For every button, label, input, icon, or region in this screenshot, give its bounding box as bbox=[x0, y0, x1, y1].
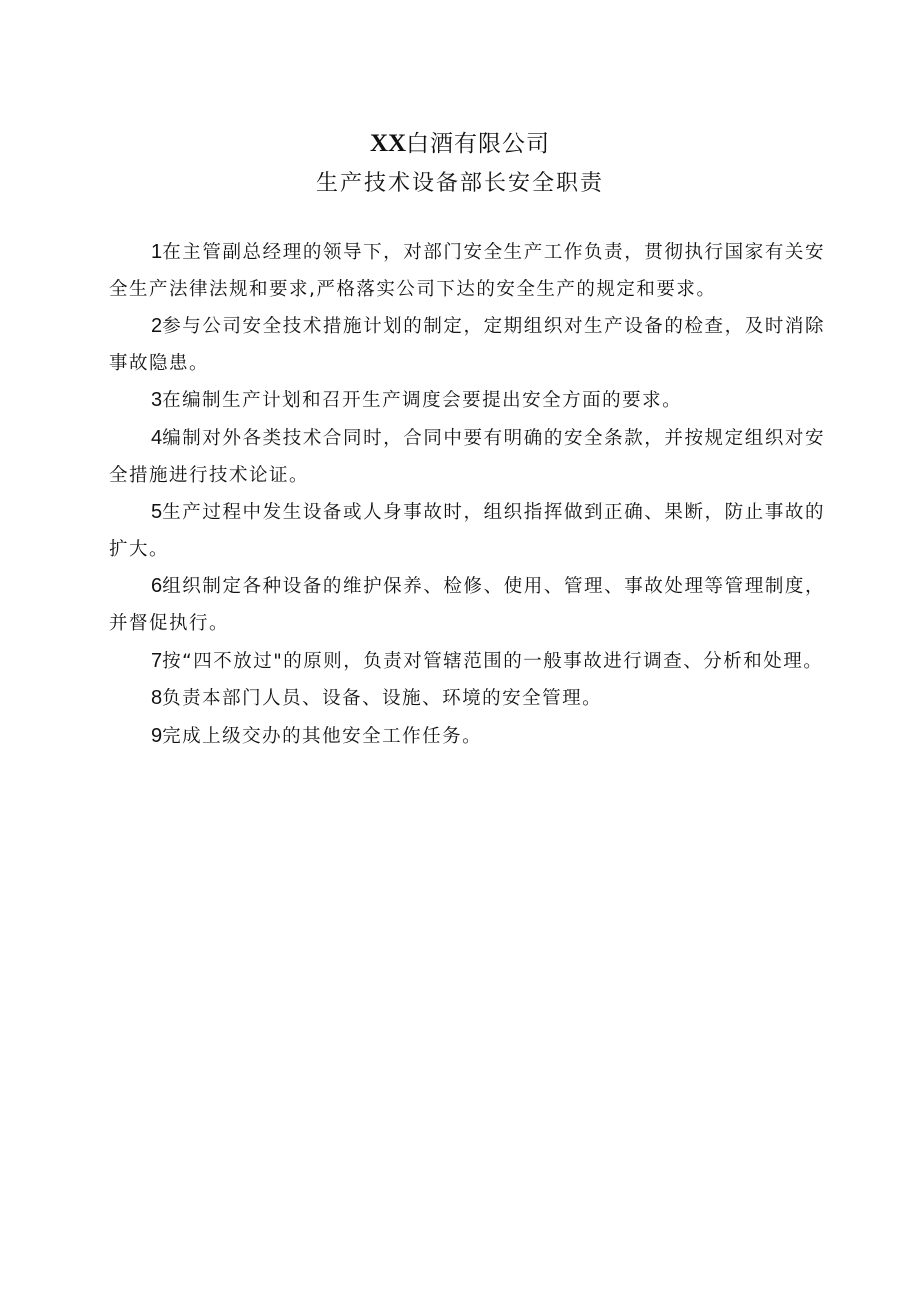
duty-item-7 bbox=[109, 643, 825, 681]
duty-text: 在主管副总经理的领导下，对部门安全生产工作负责，贯彻执行国家有关安全生产法律法规和要求,严格落实公司下达的安全生产的规定和要求。 bbox=[109, 242, 825, 300]
duty-number: 6 bbox=[151, 575, 163, 598]
duty-item-2 bbox=[109, 308, 825, 382]
duty-item-6 bbox=[109, 568, 825, 642]
duty-number: 5 bbox=[151, 501, 163, 524]
duty-item-9 bbox=[109, 718, 825, 756]
duty-item-8 bbox=[109, 680, 825, 718]
company-title bbox=[0, 127, 920, 161]
document-title: 生产技术设备部长安全职责 bbox=[315, 171, 604, 196]
duty-number: 4 bbox=[151, 426, 163, 449]
duty-number: 7 bbox=[151, 649, 163, 672]
duty-number: 9 bbox=[151, 724, 163, 747]
duty-number: 2 bbox=[151, 315, 163, 338]
company-prefix: XX bbox=[369, 130, 407, 157]
company-name: 白酒有限公司 bbox=[406, 131, 551, 157]
duty-text: 按“四不放过"的原则，负责对管辖范围的一般事故进行调查、分析和处理。 bbox=[162, 650, 824, 672]
duty-text: 参与公司安全技术措施计划的制定，定期组织对生产设备的检查，及时消除事故隐患。 bbox=[109, 316, 825, 374]
duty-item-5 bbox=[109, 494, 825, 568]
duty-item-1 bbox=[109, 234, 825, 308]
duty-list bbox=[109, 234, 825, 755]
duty-number: 1 bbox=[151, 241, 163, 263]
duty-text: 在编制生产计划和召开生产调度会要提出安全方面的要求。 bbox=[162, 390, 683, 412]
duty-text: 生产过程中发生设备或人身事故时，组织指挥做到正确、果断，防止事故的扩大。 bbox=[109, 502, 825, 560]
duty-number: 3 bbox=[151, 389, 163, 412]
duty-text: 编制对外各类技术合同时，合同中要有明确的安全条款，并按规定组织对安全措施进行技术论证。 bbox=[109, 427, 825, 486]
duty-text: 完成上级交办的其他安全工作任务。 bbox=[162, 725, 483, 747]
duty-text: 组织制定各种设备的维护保养、检修、使用、管理、事故处理等管理制度，并督促执行。 bbox=[109, 576, 825, 634]
duty-item-3 bbox=[109, 382, 825, 420]
duty-number: 8 bbox=[151, 687, 163, 710]
duty-item-4 bbox=[109, 420, 825, 494]
duty-text: 负责本部门人员、设备、设施、环境的安全管理。 bbox=[162, 688, 603, 710]
